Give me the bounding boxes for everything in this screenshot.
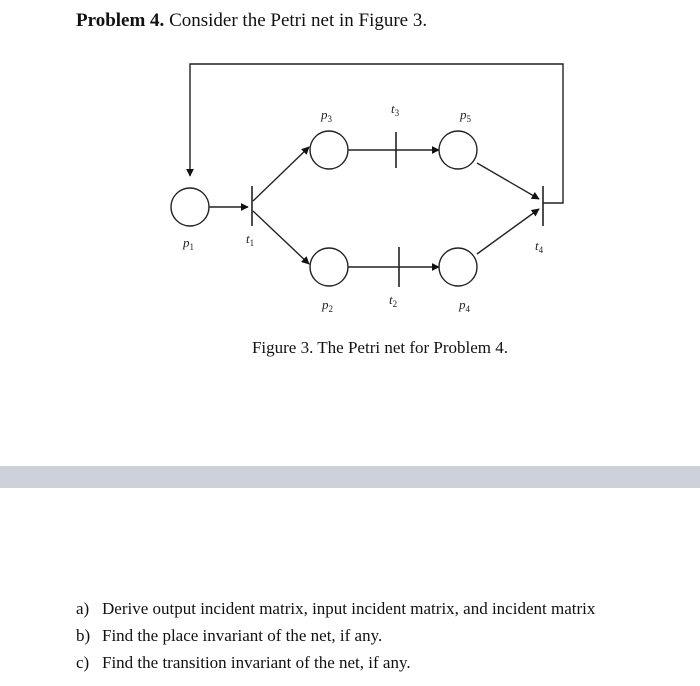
arc-t1-p3 [253, 147, 309, 201]
problem-number: Problem 4. [76, 10, 165, 31]
question-marker: b) [76, 626, 91, 645]
label-t1: $t_1$ [246, 231, 255, 248]
label-t3: $t_3$ [391, 101, 400, 118]
arc-t4-p1 [190, 64, 563, 203]
question-list [76, 597, 595, 678]
place-p2 [310, 248, 348, 286]
question-marker: c) [76, 653, 90, 672]
label-p2: $p_2$ [322, 297, 333, 314]
place-p4 [439, 248, 477, 286]
question-item [76, 597, 595, 624]
question-text: Find the transition invariant of the net, if any. [102, 653, 411, 672]
arc-p4-t4 [477, 209, 539, 254]
figure-caption: Figure 3. The Petri net for Problem 4. [251, 338, 509, 357]
label-p5: $p_5$ [460, 107, 471, 124]
place-p3 [310, 131, 348, 169]
question-marker: a) [76, 599, 90, 618]
question-text: Derive output incident matrix, input incident matrix, and incident matrix [102, 599, 596, 618]
arc-t1-p2 [253, 211, 309, 264]
place-p5 [439, 131, 477, 169]
label-t4: $t_4$ [535, 238, 544, 255]
petri-net-figure [0, 0, 700, 340]
label-p3: $p_3$ [321, 107, 332, 124]
question-item [76, 651, 595, 678]
label-p4: $p_4$ [459, 297, 470, 314]
question-text: Find the place invariant of the net, if any. [102, 626, 383, 645]
label-p1: $p_1$ [183, 235, 194, 252]
arc-p5-t4 [477, 163, 539, 199]
question-item [76, 624, 595, 651]
page-divider [0, 466, 700, 488]
place-p1 [171, 188, 209, 226]
label-t2: $t_2$ [389, 292, 398, 309]
problem-statement: Consider the Petri net in Figure 3. [169, 10, 428, 31]
